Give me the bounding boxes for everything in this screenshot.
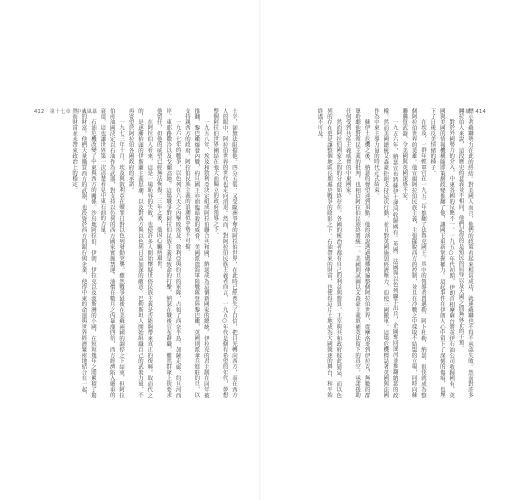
left-page-folio: 412 第十七章 中東風暴 — [34, 109, 98, 115]
paragraph: 一九七三年十月，埃及與敘利亞在贖罪日對以色列發動突襲。雖然戰爭最後在美蘇兩國的調停之下結束，但阿拉伯產油國決定以石油作為武器，對支持以色列的西方國家實施禁運。油價在數月之內暴漲四倍，西方經濟陷入嚴重的衰退，這也讓世界第一次清楚看見中東石油的力量。 — [99, 108, 125, 398]
left-page-text — [38, 108, 238, 398]
paragraph: 一九五八年，埃及和敘利亞決定組成阿拉伯聯合共和國，納瑟成為這個新國家的總統。伊拉克的君主制在同年被推翻，黎巴嫩爆發內戰，約旦國王亦面臨暗殺的威脅。美國派遣海軍陸戰隊登陸黎巴嫩，英國則派傘兵進駐約旦，以支持親西方的政府。阿拉伯民族主義的浪潮似乎勢不可擋。 — [183, 108, 209, 398]
paragraph: 蘇伊士危機之後，納瑟的聲望達到頂點。他的演說透過廣播傳遍整個阿拉伯世界，從摩洛哥到伊拉克，無數的群眾聆聽他對殖民主義的批判，也相信阿拉伯民族終將統一。美國則試圖以艾森豪主義填補英法留下的真空，承諾援助任何受到共產主義威脅的中東國家。 — [344, 108, 370, 398]
right-page — [260, 0, 520, 500]
right-page-folio: 序幕 414 — [459, 109, 486, 115]
paragraph: 然而阿拉伯國家之間的分歧始終存在。各國的統治者都有自己的利益與盤算，王室與共和政府彼此猜忌，而以色列的存在更是讓整個地區長期處於戰爭的陰影之下。石油帶來的財富，也使得這片土地成為大國競逐的舞台，和平始終遙不可及。 — [316, 108, 342, 398]
paragraph: 士卒，卻無法阻擋他。四分五裂、又受歐洲爭奪的阿拉伯世界，在此時已經喪失了自信，把目光轉向西方，而在西方人的眼中，阿拉伯世界的世代也走向消退。然而，對阿拉伯民族主義者而言，一九五○年代是個有希望的年代，夢想整個阿拉伯世界團結在強大而獨立的政府領導之下。 — [212, 108, 237, 398]
paragraph: 一九五六年，納瑟宣布將蘇伊士運河收歸國有。英國、法國與以色列聯手出兵，企圖奪回運河並推翻納瑟的政權。然而美國總統艾森豪拒絕支持這次行動，並且對英國施加經濟壓力，迫使三國撤軍。這場危機標誌著英國與法國作為中東主導力量的時代正式結束。 — [372, 108, 398, 398]
paragraph: 在阿拉伯人看來，這是一場恥辱的失敗，也使許多人開始懷疑世俗民族主義是否能夠帶來真正的復興。取而代之的，是逐漸抬頭的伊斯蘭主義思潮，以及對西方與以色列日益加深的敵意。巴勒斯坦人開始組織自己的武裝力量，不再寄望於阿拉伯各國政府的承諾。 — [127, 108, 153, 398]
paragraph: 在埃及，一群年輕軍官在一九五二年推翻了法魯克國王。其中的領導者賈邁勒．阿卜杜勒．納瑟，很快就成為整個阿拉伯世界的英雄。他宣揚阿拉伯民族主義，主張擺脫西方的控制，並且在冷戰之中採取不結盟的立場，同時向蘇聯購買武器，令美國與英國深感不安。 — [401, 108, 426, 398]
paragraph: 石油危機改變了中東與西方的關係。沙烏地阿拉伯、伊朗、伊拉克以及波斯灣的小國，在短短幾年之間累積了驚人的財富。他們大量購買西方的武器，也投資於西方的銀行與企業，使得中東的命運與世界經濟緊密地結合在一起，然而財富並未帶來政治上的穩定。 — [71, 108, 96, 398]
paragraph: 對於外國勢力的介入，中東各國的反應不一。一九五○年代初期，伊朗首相摩薩台將英伊石油公司收歸國有，英國與美國的情報機構隨即策劃政變推翻了他，讓國王重新掌握權力。這起事件在伊朗人心中留下了深刻的傷痕，也埋下了日後反美情緒的種子。 — [429, 108, 455, 398]
right-page-text — [274, 108, 474, 398]
paragraph: 標示著蘇聯勢力在此的終結。對美國人而言，他們的政策看起來相當成功，就連蘇聯也不得不承認失敗。然而對許多阿拉伯人來說，這段歷史的意義並不相同，他們記得的是殖民的屈辱以及大國之間無休止的干預。 — [457, 108, 473, 398]
paragraph: 一九六七年的戰爭，以色列在六天之內擊敗埃及、敘利亞與約旦的軍隊，占領了西奈半島、加薩走廊、約旦河西岸、東耶路撒冷以及戈蘭高地。這場戰爭對阿拉伯民族主義是致命的打擊，納瑟在戰後宣布辭職，雖然群眾上街要求他留任，但他的威望已經無法恢復。三年之後，他因心臟病過世。 — [155, 108, 181, 398]
